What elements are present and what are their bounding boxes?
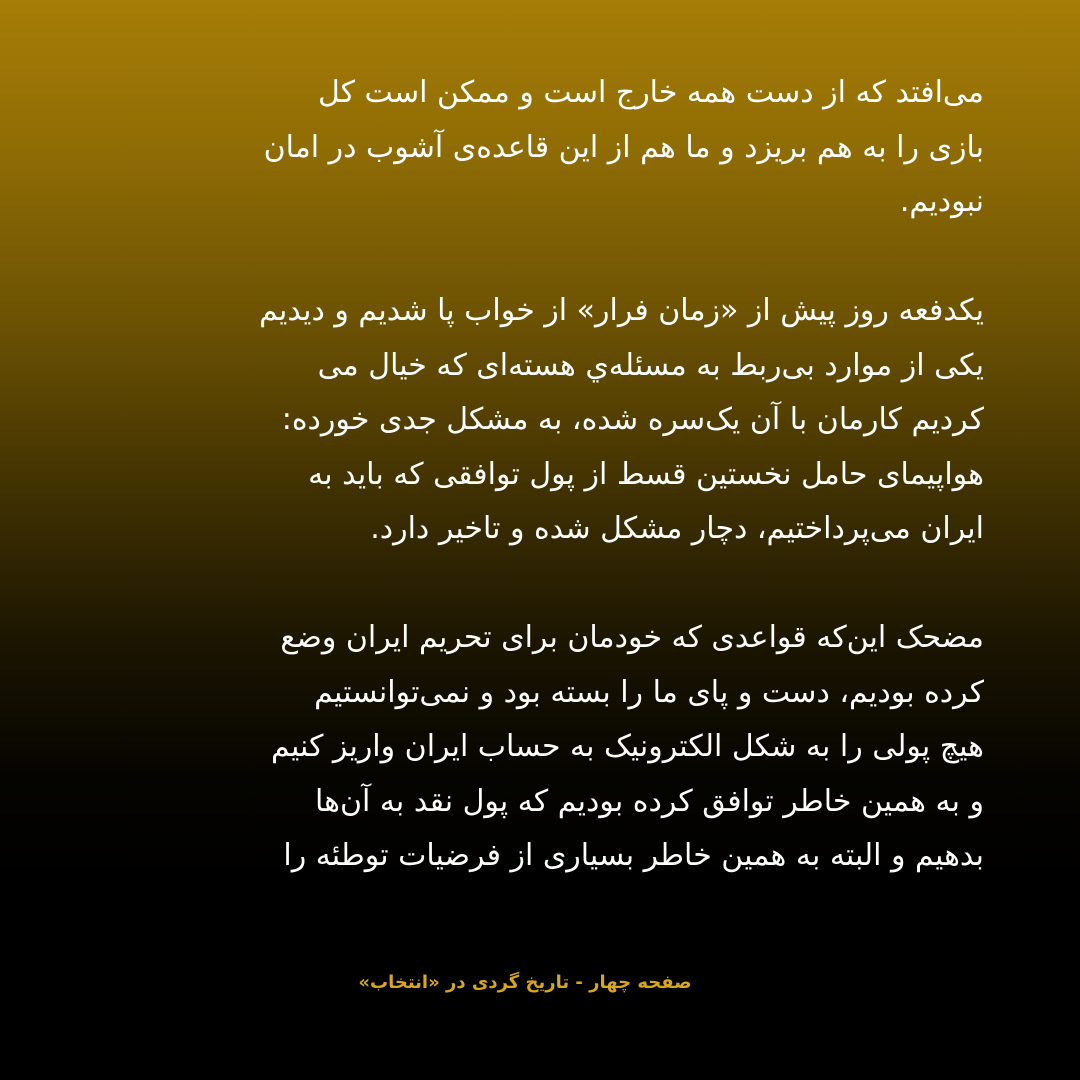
article-body	[96, 66, 984, 884]
text-line: کرده بودیم، دست و پای ما را بسته بود و نمی‌توانستیم	[314, 674, 984, 710]
paragraph-1	[96, 66, 984, 230]
text-line: هواپیمای حامل نخستین قسط از پول توافقی که باید به	[308, 456, 984, 492]
text-line: کردیم کارمان با آن یک‌سره شده، به مشکل جدی خورده:	[281, 402, 984, 437]
text-line: یکدفعه روز پیش از «زمان فرار» از خواب پا شدیم و دیدیم	[259, 293, 984, 328]
text-line: و به همین خاطر توافق کرده بودیم که پول نقد به آن‌ها	[314, 783, 984, 819]
text-line: یکی از موارد بی‌ربط به مسئله‌ي هسته‌ای که خیال می	[317, 347, 984, 383]
paragraph-3	[96, 611, 984, 884]
text-line: مضحک این‌که قواعدی که خودمان برای تحریم ایران وضع	[280, 620, 984, 655]
text-line: بازی را به هم بریزد و ما هم از این قاعده‌ی آشوب در امان	[263, 129, 984, 165]
text-line: بدهیم و البته به همین خاطر بسیاری از فرضیات توطئه را	[283, 838, 984, 873]
paragraph-gap	[96, 557, 984, 612]
page-footer: صفحه چهار - تاریخ گردی در «انتخاب»	[358, 972, 692, 993]
paragraph-gap	[96, 230, 984, 285]
paragraph-2	[96, 284, 984, 557]
text-line: هیچ پولی را به شکل الکترونیک به حساب ایران واریز کنیم	[271, 729, 984, 764]
text-line: می‌افتد که از دست همه خارج است و ممکن است کل	[317, 75, 984, 110]
text-line: ایران می‌پرداختیم، دچار مشکل شده و تاخیر دارد.	[370, 511, 984, 546]
text-line: نبودیم.	[899, 184, 984, 219]
